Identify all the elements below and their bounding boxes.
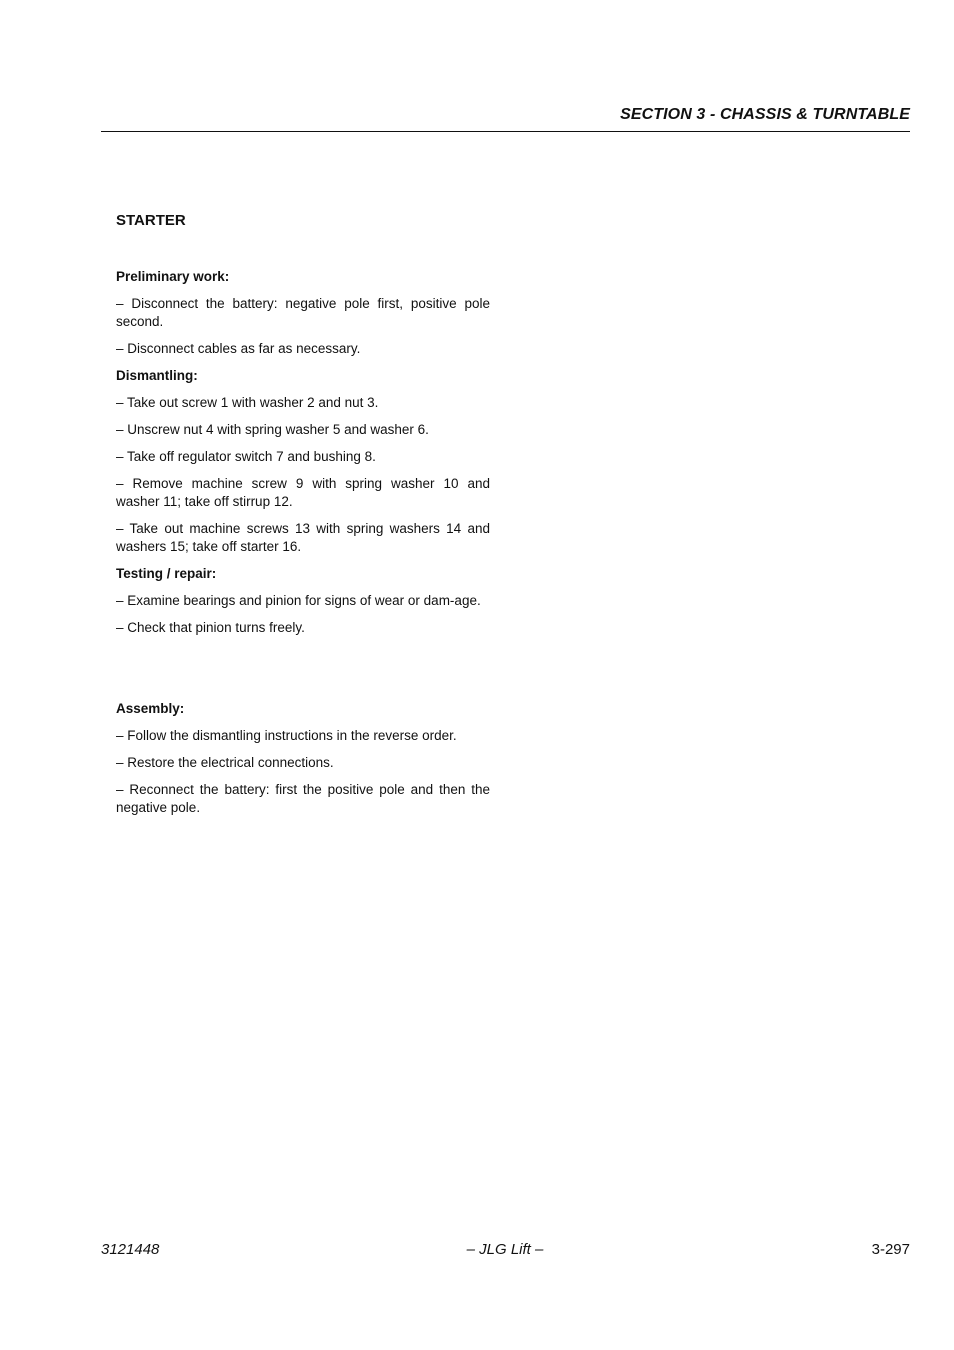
dismantling-item: – Unscrew nut 4 with spring washer 5 and washer 6. (116, 422, 429, 437)
page-title: STARTER (116, 212, 186, 229)
assembly-item: – Follow the dismantling instructions in the reverse order. (116, 728, 457, 743)
assembly-item: – Restore the electrical connections. (116, 755, 334, 770)
footer-doc-number: 3121448 (101, 1241, 160, 1258)
footer-brand: – JLG Lift – (466, 1241, 544, 1258)
assembly-item: – Reconnect the battery: first the positive pole and then the negative pole. (116, 782, 490, 815)
section-header-title: SECTION 3 - CHASSIS & TURNTABLE (620, 106, 910, 123)
dismantling-item: – Remove machine screw 9 with spring washer 10 and washer 11; take off stirrup 12. (116, 476, 490, 509)
preliminary-item: – Disconnect cables as far as necessary. (116, 341, 361, 356)
header-divider (101, 131, 910, 132)
assembly-heading: Assembly: (116, 701, 185, 716)
section-spacer (116, 646, 490, 700)
dismantling-item: – Take out screw 1 with washer 2 and nut 3. (116, 395, 379, 410)
testing-heading: Testing / repair: (116, 566, 217, 581)
footer-page-number: 3-297 (871, 1241, 910, 1258)
dismantling-heading: Dismantling: (116, 368, 198, 383)
preliminary-heading: Preliminary work: (116, 269, 230, 284)
dismantling-item: – Take out machine screws 13 with spring washers 14 and washers 15; take off starter 16. (116, 521, 490, 554)
document-body (116, 212, 490, 826)
preliminary-item: – Disconnect the battery: negative pole first, positive pole second. (116, 296, 490, 329)
testing-item: – Examine bearings and pinion for signs of wear or dam-age. (116, 593, 481, 608)
dismantling-item: – Take off regulator switch 7 and bushing 8. (116, 449, 376, 464)
testing-item: – Check that pinion turns freely. (116, 620, 305, 635)
